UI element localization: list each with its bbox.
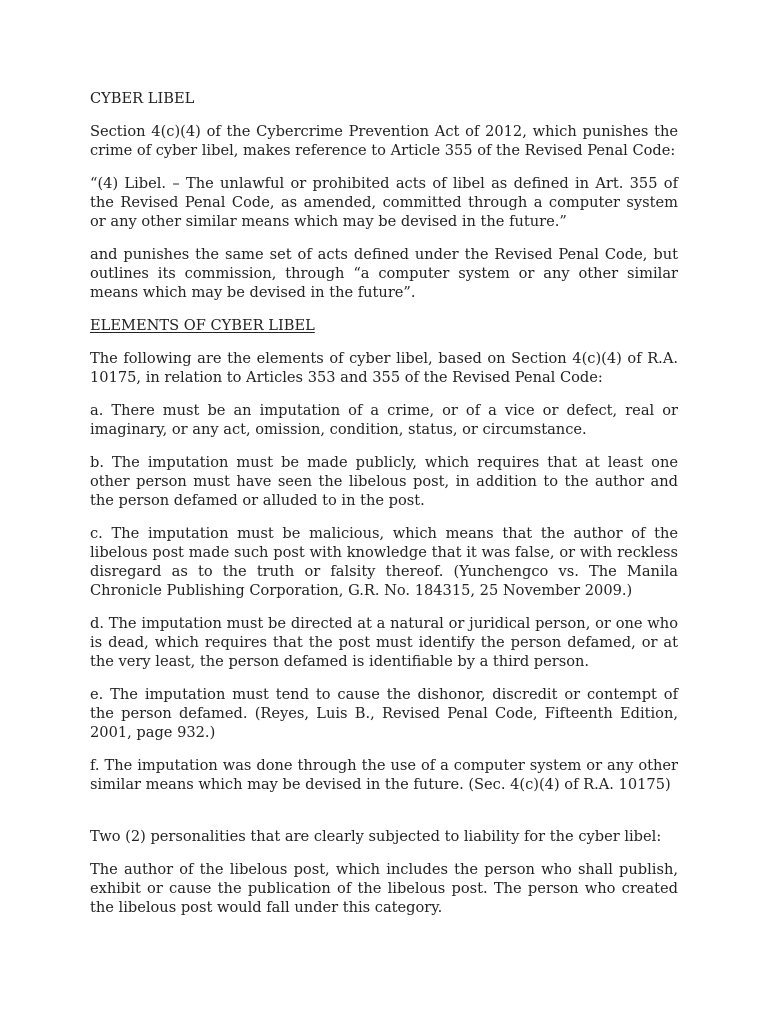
quoted-provision: “(4) Libel. – The unlawful or prohibited acts of libel as defined in Art. 355 of the Revised Penal Code, as amended, committed through a computer system or any other similar means which may be devised in the future.” bbox=[90, 175, 678, 230]
intro-paragraph: Section 4(c)(4) of the Cybercrime Prevention Act of 2012, which punishes the crime of cyber libel, makes reference to Article 355 of the Revised Penal Code: bbox=[90, 123, 678, 159]
element-item-d: d. The imputation must be directed at a natural or juridical person, or one who is dead, which requires that the post must identify the person defamed, or at the very least, the person defamed is identifiable by a third person. bbox=[90, 615, 678, 670]
document-page bbox=[90, 89, 678, 931]
intro-continuation-paragraph: and punishes the same set of acts defined under the Revised Penal Code, but outlines its commission, through “a computer system or any other similar means which may be devised in the future”. bbox=[90, 246, 678, 301]
element-item-c: c. The imputation must be malicious, which means that the author of the libelous post made such post with knowledge that it was false, or with reckless disregard as to the truth or falsity thereof. (Yunchengco vs. The Manila Chronicle Publishing Corporation, G.R. No. 184315, 25 November 2009.) bbox=[90, 525, 678, 599]
document-title: CYBER LIBEL bbox=[90, 90, 195, 107]
personalities-intro-paragraph: Two (2) personalities that are clearly subjected to liability for the cyber libel: bbox=[90, 828, 662, 845]
elements-intro-paragraph: The following are the elements of cyber libel, based on Section 4(c)(4) of R.A. 10175, in relation to Articles 353 and 355 of the Revised Penal Code: bbox=[90, 350, 678, 386]
element-item-f: f. The imputation was done through the use of a computer system or any other similar means which may be devised in the future. (Sec. 4(c)(4) of R.A. 10175) bbox=[90, 757, 678, 793]
element-item-b: b. The imputation must be made publicly, which requires that at least one other person must have seen the libelous post, in addition to the author and the person defamed or alluded to in the post. bbox=[90, 454, 678, 509]
author-paragraph: The author of the libelous post, which includes the person who shall publish, exhibit or cause the publication of the libelous post. The person who created the libelous post would fall under this category. bbox=[90, 861, 678, 916]
element-item-e: e. The imputation must tend to cause the dishonor, discredit or contempt of the person defamed. (Reyes, Luis B., Revised Penal Code, Fifteenth Edition, 2001, page 932.) bbox=[90, 686, 678, 741]
element-item-a: a. There must be an imputation of a crime, or of a vice or defect, real or imaginary, or any act, omission, condition, status, or circumstance. bbox=[90, 402, 678, 438]
elements-heading: ELEMENTS OF CYBER LIBEL bbox=[90, 317, 315, 334]
